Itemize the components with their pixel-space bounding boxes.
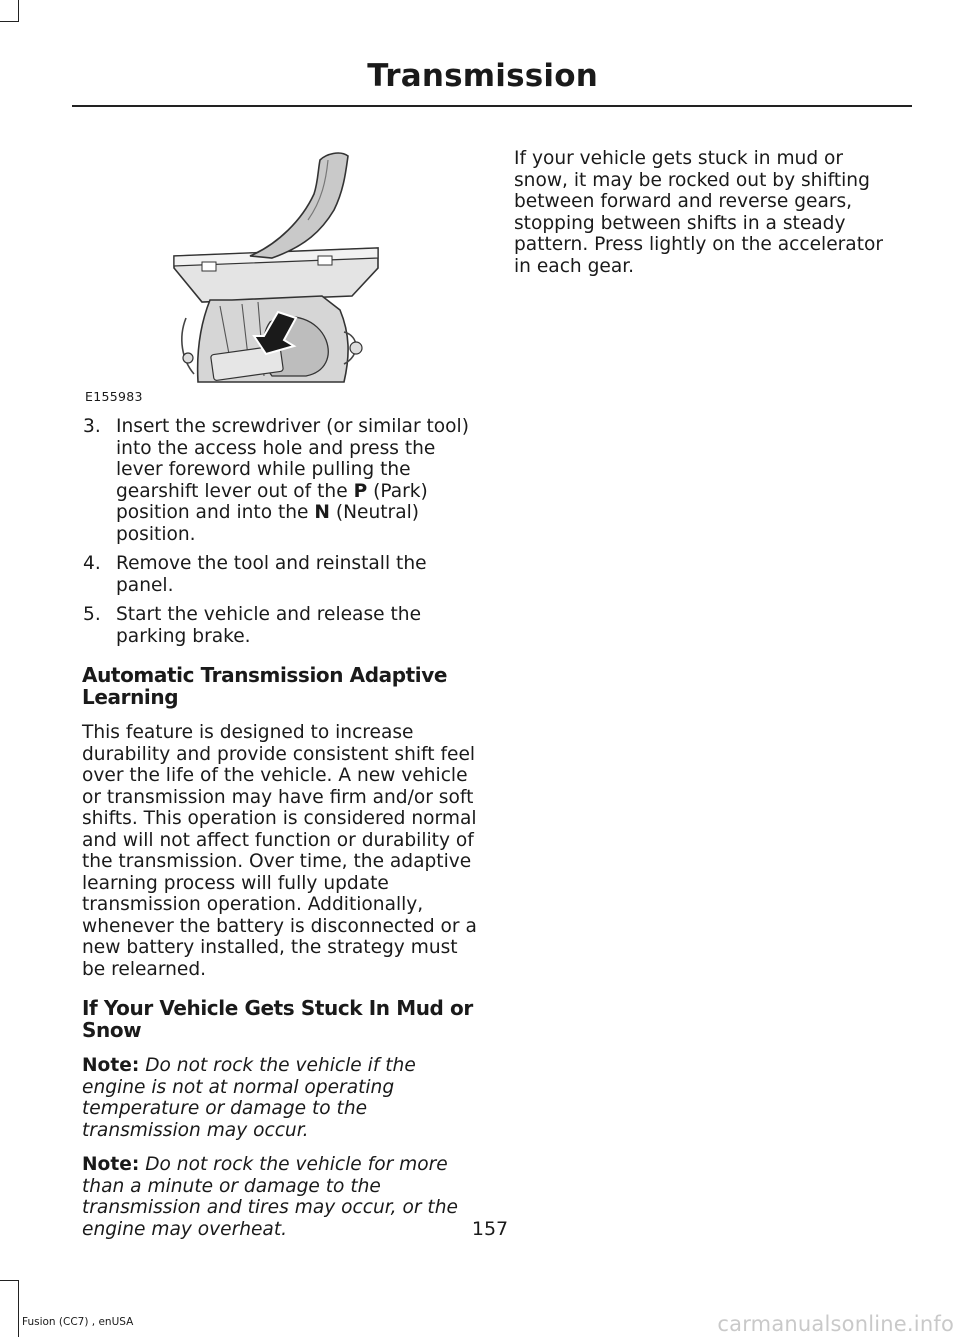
left-column (82, 416, 477, 1253)
crop-mark-bottom-left-h (0, 1280, 19, 1281)
right-column (514, 148, 896, 290)
note-text: Do not rock the vehicle if the engine is not at normal operating temperature or damage to the transmission may occur. (82, 1055, 416, 1141)
neutral-gear-label: N (314, 502, 330, 523)
step-text: Remove the tool and reinstall the panel. (116, 553, 427, 596)
instruction-steps (82, 416, 477, 647)
watermark-link[interactable]: carmanualsonline.info (717, 1312, 954, 1336)
step-text: Start the vehicle and release the parking brake. (116, 604, 422, 647)
page-title: Transmission (367, 58, 598, 94)
section-heading-stuck-in-mud: If Your Vehicle Gets Stuck In Mud or Snow (82, 996, 473, 1042)
list-item (82, 416, 477, 545)
gearshift-lever-icon (82, 150, 474, 406)
step-text: Insert the screwdriver (or similar tool) into the access hole and press the lever foreword while pulling the gearshift lever out of the (116, 416, 469, 502)
step-number: 5. (83, 604, 101, 625)
adaptive-learning-paragraph: This feature is designed to increase durability and provide consistent shift feel over the life of the vehicle. A new vehicle or transmission may have firm and/or soft shifts. This operation is considered normal and will not affect function or durability of the transmission. Over time, the adaptive learning process will fully update transmission operation. Additionally, whenever the battery is disconnected or a new battery installed, the strategy must be relearned. (82, 722, 477, 980)
gearshift-illustration (82, 150, 474, 406)
footer-model-info: Fusion (CC7) , enUSA (22, 1316, 134, 1328)
step-number: 4. (83, 553, 101, 574)
page-number: 157 (471, 1218, 509, 1240)
note-label: Note: (82, 1154, 140, 1175)
rocking-vehicle-paragraph: If your vehicle gets stuck in mud or snow, it may be rocked out by shifting between forward and reverse gears, stopping between shifts in a steady pattern. Press lightly on the accelerator in each gear. (514, 148, 884, 277)
list-item (82, 553, 477, 596)
crop-mark-top-left-h (0, 21, 19, 22)
section-heading-adaptive-learning: Automatic Transmission Adaptive Learning (82, 663, 448, 709)
note-paragraph (82, 1055, 477, 1141)
step-number: 3. (83, 416, 101, 437)
crop-mark-top-left (18, 0, 19, 22)
figure-id: E155983 (85, 389, 143, 404)
step-text: (Park) position and into the (116, 480, 428, 523)
park-gear-label: P (353, 480, 368, 502)
note-text: Do not rock the vehicle for more than a minute or damage to the transmission and tires may occur, or the engine may overheat. (82, 1154, 458, 1240)
step-text: (Neutral) position. (116, 502, 420, 545)
crop-mark-bottom-left (18, 1280, 19, 1337)
header-divider (72, 105, 912, 107)
list-item (82, 604, 477, 647)
note-label: Note: (82, 1055, 140, 1076)
